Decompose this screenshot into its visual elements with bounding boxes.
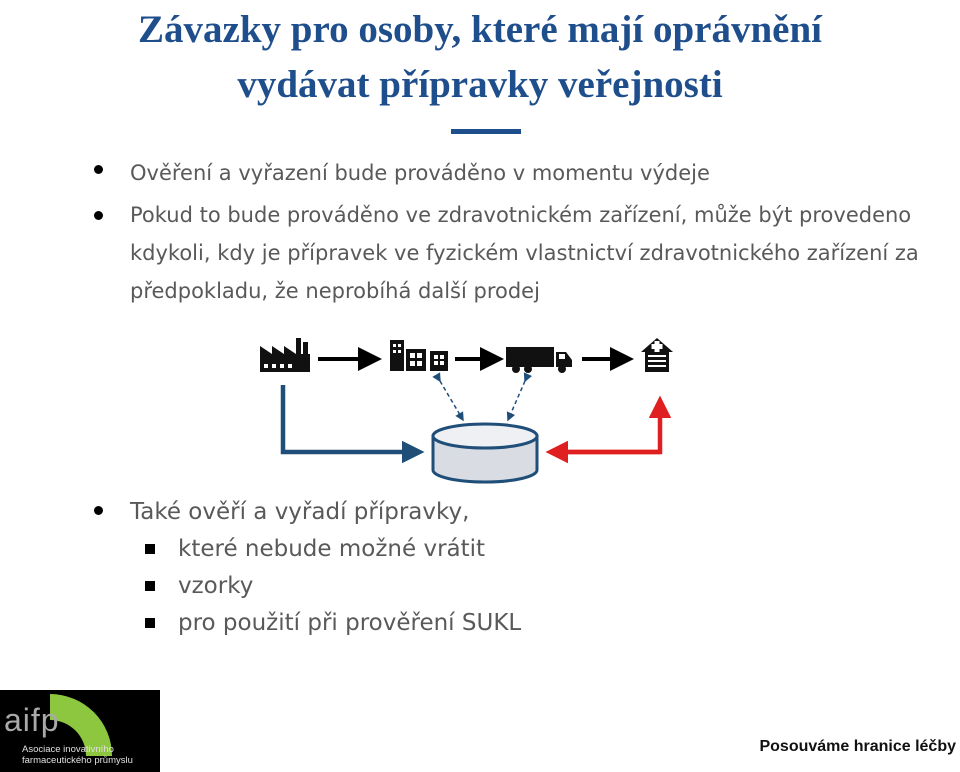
sub-item-text: vzorky (178, 573, 254, 599)
bullet-text-3: Také ověří a vyřadí přípravky, (130, 499, 470, 525)
tagline: Posouváme hranice léčby (759, 738, 956, 755)
database-icon (433, 424, 537, 482)
sub-item-text: pro použití při prověření SUKL (178, 610, 522, 636)
square-bullet (145, 544, 155, 554)
factory-to-database-arrow (283, 385, 420, 452)
dashed-link (508, 381, 525, 420)
sub-item-2 (90, 568, 790, 605)
bottom-bullet-list (90, 493, 790, 642)
bullet-item-3 (90, 493, 790, 531)
bullet-text-2: Pokud to bude prováděno ve zdravotnickém zařízení, může být provedeno kdykoli, kdy je přípravek ve fyzickém vlastnictví zdravotnického zařízení za předpokladu, že neprobíhá další prodej (130, 203, 919, 303)
sub-item-text: které nebude možné vrátit (178, 536, 486, 562)
square-bullet (145, 581, 155, 591)
pharmacy-icon (641, 338, 673, 372)
logo-subtitle: Asociace inovativního farmaceutického průmyslu (22, 744, 133, 766)
warehouse-icon (390, 340, 448, 371)
sub-item-1 (90, 531, 790, 568)
square-bullet (145, 618, 155, 628)
dashed-link (440, 381, 463, 420)
bullet-dot (94, 506, 103, 515)
logo-mark: aifp (4, 702, 60, 738)
title-line-2: vydávat přípravky veřejnosti (237, 63, 723, 106)
factory-icon (260, 338, 310, 372)
sub-item-3 (90, 605, 790, 642)
database-to-pharmacy-arrow (552, 400, 660, 452)
aifp-logo (0, 690, 160, 772)
bullet-text-1: Ověření a vyřazení bude prováděno v momentu výdeje (130, 161, 710, 185)
title-line-1: Závazky pro osoby, které mají oprávnění (138, 8, 822, 51)
truck-icon (506, 347, 572, 373)
